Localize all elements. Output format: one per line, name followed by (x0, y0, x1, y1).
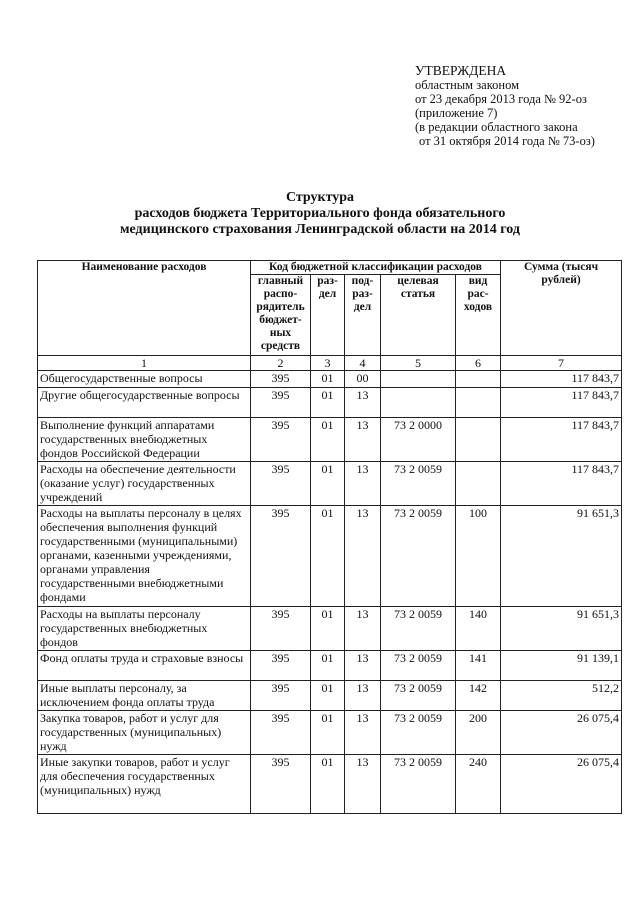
row-admin: 395 (251, 506, 311, 607)
table-row (38, 755, 622, 814)
row-sum: 91 139,1 (501, 651, 622, 681)
row-type (456, 462, 501, 506)
row-admin: 395 (251, 711, 311, 755)
row-admin: 395 (251, 388, 311, 418)
row-sum: 117 843,7 (501, 388, 622, 418)
row-admin: 395 (251, 607, 311, 651)
row-subsection: 00 (345, 371, 381, 388)
header-subsection: под- раз- дел (345, 275, 381, 356)
row-article: 73 2 0059 (381, 711, 456, 755)
approval-line-5: от 31 октября 2014 года № 73-оз) (419, 134, 595, 148)
expense-structure-table (37, 260, 622, 814)
approval-line-1: областным законом (415, 78, 520, 92)
row-name: Фонд оплаты труда и страховые взносы (38, 651, 251, 681)
row-type (456, 418, 501, 462)
row-article: 73 2 0059 (381, 681, 456, 711)
row-name: Расходы на обеспечение деятельности (оказание услуг) государственных учреждений (38, 462, 251, 506)
row-section: 01 (311, 371, 345, 388)
row-type: 200 (456, 711, 501, 755)
approval-line-3: (приложение 7) (415, 106, 498, 120)
row-subsection: 13 (345, 418, 381, 462)
row-article: 73 2 0059 (381, 755, 456, 814)
row-section: 01 (311, 681, 345, 711)
row-name: Иные закупки товаров, работ и услуг для обеспечения государственных (муниципальных) нужд (38, 755, 251, 814)
column-number: 6 (456, 356, 501, 371)
row-type: 140 (456, 607, 501, 651)
row-name: Расходы на выплаты персоналу государственных внебюджетных фондов (38, 607, 251, 651)
row-subsection: 13 (345, 681, 381, 711)
title-line-1: Структура (285, 190, 355, 205)
row-subsection: 13 (345, 506, 381, 607)
table-row (38, 651, 622, 681)
table-row (38, 681, 622, 711)
column-number: 5 (381, 356, 456, 371)
row-name: Выполнение функций аппаратами государственных внебюджетных фондов Российской Федерации (38, 418, 251, 462)
row-sum: 91 651,3 (501, 506, 622, 607)
row-article (381, 371, 456, 388)
table-row (38, 711, 622, 755)
row-sum: 512,2 (501, 681, 622, 711)
row-article: 73 2 0059 (381, 607, 456, 651)
row-name: Общегосударственные вопросы (38, 371, 251, 388)
row-section: 01 (311, 651, 345, 681)
column-number-row (38, 356, 622, 371)
table-row (38, 462, 622, 506)
table-row (38, 388, 622, 418)
header-section: раз- дел (311, 275, 345, 356)
row-name: Расходы на выплаты персоналу в целях обеспечения выполнения функций государственными (муниципальными) органами, казенными учреждениями, органами управления государственными внебюджетными фондами (38, 506, 251, 607)
row-admin: 395 (251, 681, 311, 711)
row-section: 01 (311, 462, 345, 506)
column-number: 4 (345, 356, 381, 371)
header-sum: Сумма (тысяч рублей) (501, 261, 622, 356)
row-type (456, 388, 501, 418)
row-type: 141 (456, 651, 501, 681)
row-admin: 395 (251, 651, 311, 681)
table-row (38, 607, 622, 651)
column-number: 3 (311, 356, 345, 371)
header-article: целевая статья (381, 275, 456, 356)
row-sum: 117 843,7 (501, 371, 622, 388)
row-article: 73 2 0059 (381, 462, 456, 506)
column-number: 7 (501, 356, 622, 371)
row-article: 73 2 0059 (381, 506, 456, 607)
row-section: 01 (311, 711, 345, 755)
row-sum: 91 651,3 (501, 607, 622, 651)
row-section: 01 (311, 506, 345, 607)
row-section: 01 (311, 607, 345, 651)
row-article: 73 2 0000 (381, 418, 456, 462)
row-subsection: 13 (345, 388, 381, 418)
header-row-top (38, 261, 622, 275)
approval-line-4: (в редакции областного закона (415, 120, 578, 134)
row-subsection: 13 (345, 607, 381, 651)
table-row (38, 371, 622, 388)
row-name: Закупка товаров, работ и услуг для государственных (муниципальных) нужд (38, 711, 251, 755)
approval-line-2: от 23 декабря 2013 года № 92-оз (415, 92, 587, 106)
header-admin: главный распо- рядитель бюджет- ных средств (251, 275, 311, 356)
row-admin: 395 (251, 418, 311, 462)
row-type: 142 (456, 681, 501, 711)
header-type: вид рас- ходов (456, 275, 501, 356)
row-admin: 395 (251, 371, 311, 388)
row-article (381, 388, 456, 418)
approval-heading: УТВЕРЖДЕНА (415, 63, 507, 78)
row-subsection: 13 (345, 711, 381, 755)
row-section: 01 (311, 418, 345, 462)
column-number: 2 (251, 356, 311, 371)
title-line-2: расходов бюджета Территориального фонда обязательного (134, 206, 506, 221)
approval-stamp (415, 64, 595, 148)
row-sum: 26 075,4 (501, 755, 622, 814)
row-name: Иные выплаты персоналу, за исключением фонда оплаты труда (38, 681, 251, 711)
row-type: 240 (456, 755, 501, 814)
row-subsection: 13 (345, 462, 381, 506)
row-admin: 395 (251, 755, 311, 814)
title-line-3: медицинского страхования Ленинградской области на 2014 год (119, 222, 520, 237)
row-sum: 117 843,7 (501, 462, 622, 506)
row-type: 100 (456, 506, 501, 607)
header-code-group: Код бюджетной классификации расходов (251, 261, 501, 275)
row-sum: 26 075,4 (501, 711, 622, 755)
header-name: Наименование расходов (38, 261, 251, 356)
row-type (456, 371, 501, 388)
row-subsection: 13 (345, 651, 381, 681)
row-sum: 117 843,7 (501, 418, 622, 462)
table-row (38, 506, 622, 607)
document-title (0, 190, 640, 238)
row-article: 73 2 0059 (381, 651, 456, 681)
column-number: 1 (38, 356, 251, 371)
row-section: 01 (311, 388, 345, 418)
row-name: Другие общегосударственные вопросы (38, 388, 251, 418)
row-admin: 395 (251, 462, 311, 506)
row-subsection: 13 (345, 755, 381, 814)
table-row (38, 418, 622, 462)
row-section: 01 (311, 755, 345, 814)
